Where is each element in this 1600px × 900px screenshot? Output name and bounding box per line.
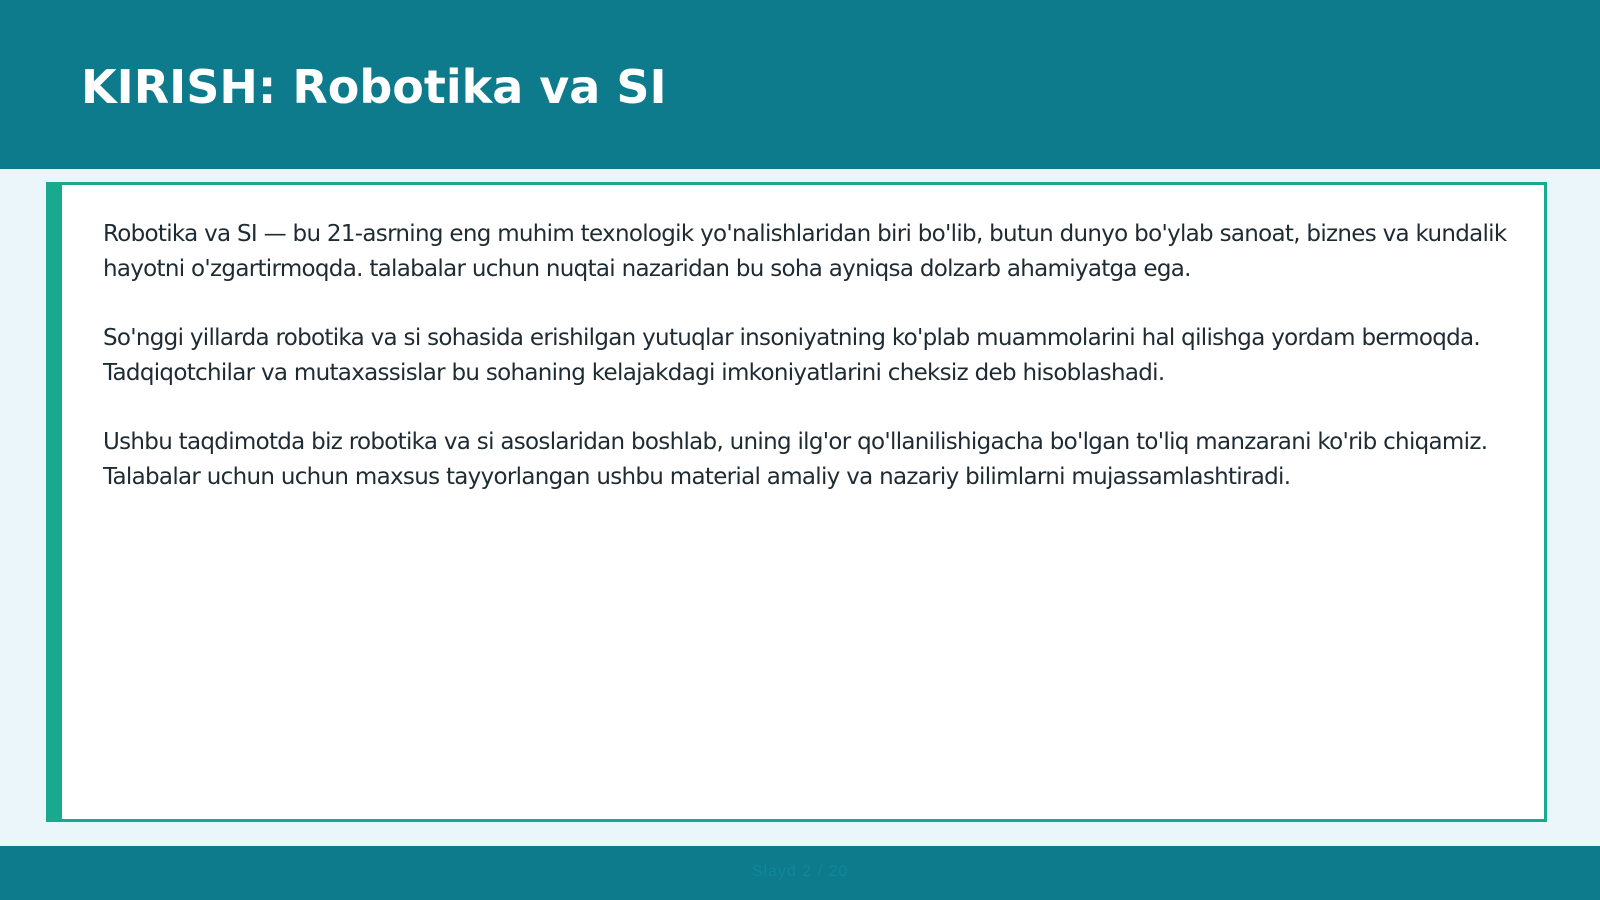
paragraph-achievements: So'nggi yillarda robotika va si sohasida erishilgan yutuqlar insoniyatning ko'plab muammolarini hal qilishga yordam bermoqda. Tadqiqotchilar va mutaxassislar bu sohaning kelajakdagi imkoniyatlarini cheksiz deb hisoblashadi. — [103, 325, 1481, 386]
slide-footer — [0, 846, 1600, 900]
slide-number: Slayd 2 / 20 — [751, 863, 849, 880]
slide-title: KIRISH: Robotika va SI — [81, 60, 667, 114]
slide-header — [0, 0, 1600, 169]
content-card — [46, 182, 1547, 822]
slide-body — [103, 217, 1508, 529]
paragraph-overview: Ushbu taqdimotda biz robotika va si asoslaridan boshlab, uning ilg'or qo'llanilishigacha bo'lgan to'liq manzarani ko'rib chiqamiz. Talabalar uchun uchun maxsus tayyorlangan ushbu material amaliy va nazariy bilimlarni mujassamlashtiradi. — [103, 429, 1488, 490]
paragraph-intro: Robotika va SI — bu 21-asrning eng muhim texnologik yo'nalishlaridan biri bo'lib, butun dunyo bo'ylab sanoat, biznes va kundalik hayotni o'zgartirmoqda. talabalar uchun nuqtai nazaridan bu soha ayniqsa dolzarb ahamiyatga ega. — [103, 221, 1507, 282]
